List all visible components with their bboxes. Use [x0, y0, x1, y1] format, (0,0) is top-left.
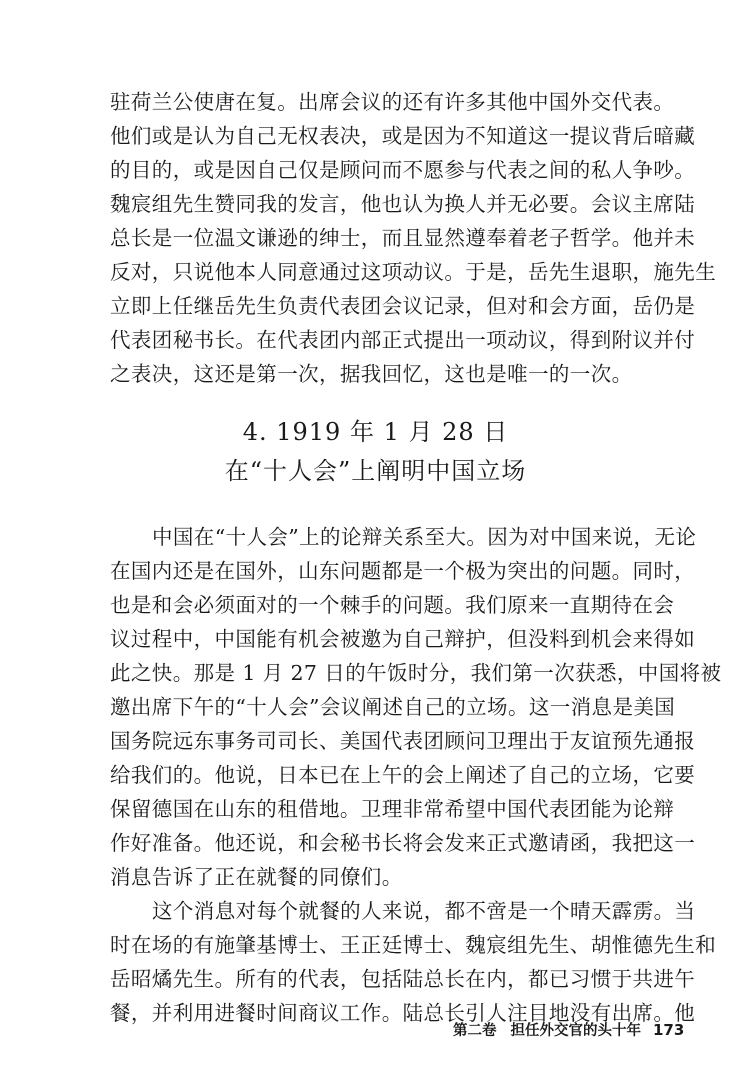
- body-line: 这个消息对每个就餐的人来说，都不啻是一个晴天霹雳。当: [152, 899, 696, 923]
- body-line: 反对，只说他本人同意通过这项动议。于是，岳先生退职，施先生: [110, 260, 717, 284]
- body-line: 在国内还是在国外，山东问题都是一个极为突出的问题。同时，: [110, 559, 696, 583]
- body-line: 给我们的。他说，日本已在上午的会上阐述了自己的立场，它要: [110, 763, 696, 787]
- body-line: 魏宸组先生赞同我的发言，他也认为换人并无必要。会议主席陆: [110, 192, 696, 216]
- body-line: 作好准备。他还说，和会秘书长将会发来正式邀请函，我把这一: [110, 831, 696, 855]
- body-line: 岳昭燏先生。所有的代表，包括陆总长在内，都已习惯于共进午: [110, 967, 696, 991]
- footer-chapter-title: 担任外交官的头十年: [510, 1023, 641, 1039]
- body-line: 此之快。那是 1 月 27 日的午饭时分，我们第一次获悉，中国将被: [110, 661, 722, 685]
- body-line: 消息告诉了正在就餐的同僚们。: [110, 865, 403, 889]
- page-footer: [453, 1018, 684, 1042]
- body-line: 中国在“十人会”上的论辩关系至大。因为对中国来说，无论: [152, 525, 697, 549]
- body-line: 立即上任继岳先生负责代表团会议记录，但对和会方面，岳仍是: [110, 294, 696, 318]
- body-line: 总长是一位温文谦逊的绅士，而且显然遵奉着老子哲学。他并未: [110, 226, 696, 250]
- body-line: 也是和会必须面对的一个棘手的问题。我们原来一直期待在会: [110, 593, 675, 617]
- body-line: 驻荷兰公使唐在复。出席会议的还有许多其他中国外交代表。: [110, 90, 675, 114]
- footer-volume: 第二卷: [453, 1023, 497, 1039]
- body-line: 时在场的有施肇基博士、王正廷博士、魏宸组先生、胡惟德先生和: [110, 933, 717, 957]
- body-line: 之表决，这还是第一次，据我回忆，这也是唯一的一次。: [110, 362, 633, 386]
- section-title-subject: 在“十人会”上阐明中国立场: [224, 457, 527, 485]
- section-title-date: 4. 1919 年 1 月 28 日: [242, 418, 509, 446]
- body-line: 国务院远东事务司司长、美国代表团顾问卫理出于友谊预先通报: [110, 729, 696, 753]
- body-line: 代表团秘书长。在代表团内部正式提出一项动议，得到附议并付: [110, 328, 696, 352]
- body-line: 餐，并利用进餐时间商议工作。陆总长引人注目地没有出席。他: [110, 1001, 696, 1025]
- body-line: 议过程中，中国能有机会被邀为自己辩护，但没料到机会来得如: [110, 627, 696, 651]
- body-line: 邀出席下午的“十人会”会议阐述自己的立场。这一消息是美国: [110, 695, 676, 719]
- body-line: 保留德国在山东的租借地。卫理非常希望中国代表团能为论辩: [110, 797, 675, 821]
- body-line: 的目的，或是因自己仅是顾问而不愿参与代表之间的私人争吵。: [110, 158, 696, 182]
- page-number: 173: [653, 1021, 685, 1039]
- body-line: 他们或是认为自己无权表决，或是因为不知道这一提议背后暗藏: [110, 124, 696, 148]
